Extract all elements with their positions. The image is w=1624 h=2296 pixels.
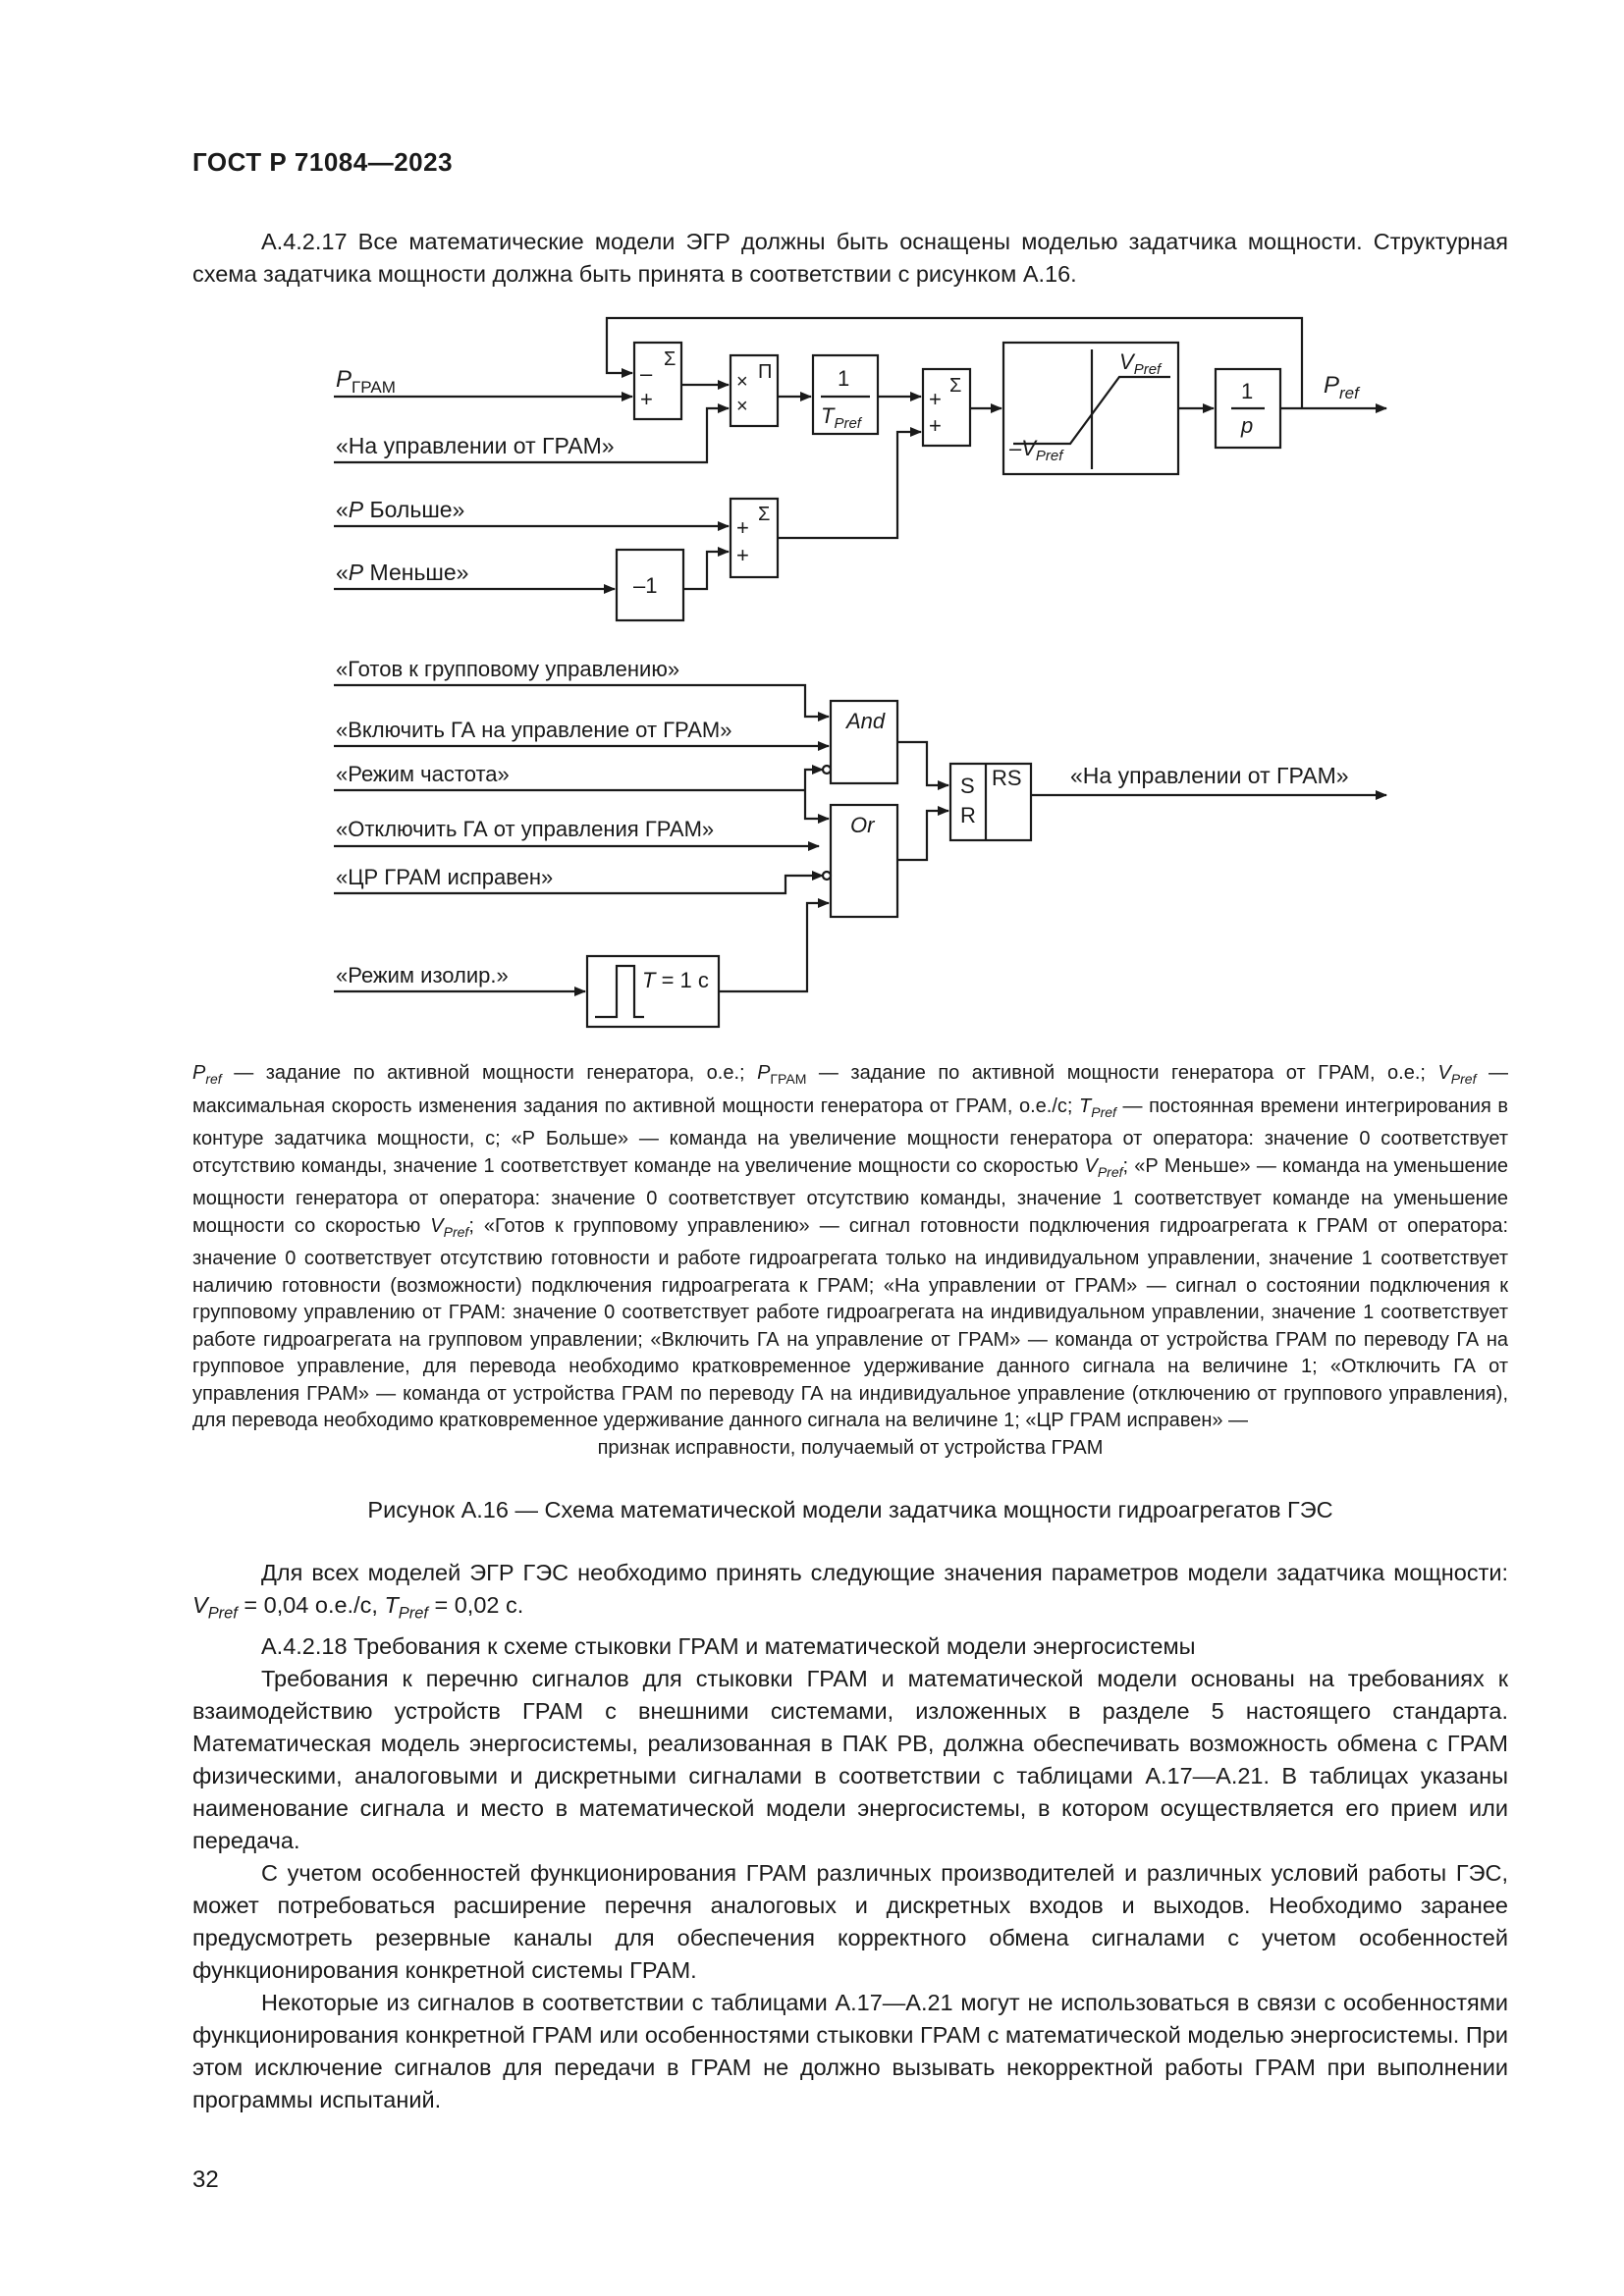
neg-vpref-label: $-V_{Pref}$: [1009, 436, 1063, 464]
pulse-timer-shape: [595, 966, 644, 1017]
rs-r-label: R: [960, 803, 976, 828]
sum1-plus: +: [640, 387, 653, 411]
sum1-sigma: Σ: [664, 348, 677, 370]
and-inverter: [823, 766, 831, 774]
freq-to-and: [805, 770, 823, 790]
freq-mode-label: «Режим частота»: [336, 762, 510, 786]
product-times-1: ×: [736, 371, 748, 393]
or-to-r-line: [897, 811, 948, 860]
body-paragraph-5: Некоторые из сигналов в соответствии с таблицами А.17—А.21 могут не использоваться в связи с особенностями функционирования конкретной ГРАМ или особенностями стыковки ГРАМ с математической моделью энергосистемы. При этом исключение сигналов для передачи в ГРАМ не должно вызывать некорректной работы ГРАМ при выполнении программы испытаний.: [192, 1989, 1508, 2112]
freq-to-or: [805, 790, 829, 819]
intro-text: А.4.2.17 Все математические модели ЭГР должны быть оснащены моделью задатчика мощности. Структурная схема задатчика мощности должна быть принята в соответствии с рисунком А.16.: [192, 229, 1508, 287]
vpref-label: $V_{Pref}$: [1119, 349, 1162, 378]
product-pi: Π: [758, 361, 773, 383]
isol-mode-label: «Режим изолир.»: [336, 963, 509, 988]
p-more-label: «P Больше»: [336, 497, 465, 522]
on-control-output-label: «На управлении от ГРАМ»: [1070, 763, 1349, 788]
product-times-2: ×: [736, 396, 748, 417]
sum3-sigma: Σ: [758, 504, 771, 525]
enable-ga-label: «Включить ГА на управление от ГРАМ»: [336, 718, 732, 742]
sum3-plus-2: +: [736, 543, 749, 567]
tpref-numerator: 1: [838, 366, 850, 391]
integrator-numerator: 1: [1241, 379, 1254, 403]
p-gram-label: $P_{ГРАМ}$: [336, 366, 396, 397]
ready-group-label: «Готов к групповому управлению»: [336, 657, 680, 681]
timer-to-or: [719, 903, 829, 991]
sum3-plus-1: +: [736, 515, 749, 540]
and-to-s-line: [897, 742, 948, 785]
rs-s-label: S: [960, 774, 975, 798]
sum2-sigma: Σ: [949, 375, 962, 397]
sum2-plus-2: +: [929, 413, 942, 438]
body-paragraph-4: С учетом особенностей функционирования ГРАМ различных производителей и различных условий работы ГЭС, может потребоваться расширение перечня аналоговых и дискретных входов и выходов. Необходимо заранее предусмотреть резервные каналы для обеспечения корректного обмена сигналами с учетом особенностей функционирования конкретной системы ГРАМ.: [192, 1859, 1508, 1983]
legend-text: $P_{ref}$ — задание по активной мощности генератора, о.е.; $P_{ГРАМ}$ — задание по активной мощности генератора от ГРАМ, о.е.; $V_{Pref}$ — максимальная скорость изменения задания по активной мощности генератора от ГРАМ, о.е./с; $T_{Pref}$ — постоянная времени интегрирования в контуре задатчика мощности, с; «Р Больше» — команда на увеличение мощности генератора от оператора: значение 0 соответствует отсутствию команды, значение 1 соответствует команде на увеличение мощности со скоростью $V_{Pref}$; «Р Меньше» — команда на уменьшение мощности генератора от оператора: значение 0 соответствует отсутствию команды, значение 1 соответствует команде на уменьшение мощности со скоростью $V_{Pref}$; «Готов к групповому управлению» — сигнал готовности подключения гидроагрегата к ГРАМ от оператора: значение 0 соответствует отсутствию готовности и работе гидроагрегата только на индивидуальном управлении, значение 1 соответствует наличию готовности (возможности) подключения гидроагрегата к ГРАМ; «На управлении от ГРАМ» — сигнал о состоянии подключения к групповому управлению от ГРАМ: значение 0 соответствует работе гидроагрегата на индивидуальном управлении, значение 1 соответствует работе гидроагрегата на групповом управлении; «Включить ГА на управление от ГРАМ» — команда от устройства ГРАМ по переводу ГА на групповое управление, для перевода необходимо кратковременное удерживание данного сигнала на величине 1; «Отключить ГА от управления ГРАМ» — команда от устройства ГРАМ по переводу ГА на индивидуальное управление (отключению от группового управления), для перевода необходимо кратковременное удерживание данного сигнала на величине 1; «ЦР ГРАМ исправен» —: [192, 1062, 1509, 1431]
on-control-label: «На управлении от ГРАМ»: [336, 433, 615, 458]
body-paragraph-3: Требования к перечню сигналов для стыковки ГРАМ и математической модели основаны на требованиях к взаимодействию устройств ГРАМ с внешними системами, изложенных в разделе 5 настоящего стандарта. Математическая модель энергосистемы, реализованная в ПАК РВ, должна обеспечивать возможность обмена с ГРАМ физическими, аналоговыми и дискретными сигналами в соответствии с таблицами А.17—А.21. В таблицах указаны наименование сигнала и место в математической модели энергосистемы, в котором осуществляется его прием или передача.: [192, 1665, 1508, 1853]
cr-ok-label: «ЦР ГРАМ исправен»: [336, 865, 554, 889]
integrator-denominator: p: [1241, 413, 1254, 438]
or-inverter: [823, 872, 831, 880]
disable-ga-label: «Отключить ГА от управления ГРАМ»: [336, 817, 715, 841]
body-paragraph-1: Для всех моделей ЭГР ГЭС необходимо принять следующие значения параметров модели задатчика мощности: $V_{Pref} = 0,04$ о.е./с, $T_{Pref} = 0,02$ с.: [192, 1560, 1508, 1623]
negate-text: –1: [633, 573, 658, 598]
tpref-denominator: $T_{Pref}$: [821, 403, 861, 432]
body-paragraph-2: А.4.2.18 Требования к схеме стыковки ГРАМ и математической модели энергосистемы: [261, 1632, 1196, 1659]
sum2-plus-1: +: [929, 387, 942, 411]
page-number: 32: [192, 2166, 219, 2193]
legend-last-line: признак исправности, получаемый от устройства ГРАМ: [597, 1436, 1104, 1459]
document-header: ГОСТ Р 71084—2023: [192, 147, 454, 177]
sum1-minus: –: [640, 361, 653, 386]
block-diagram: [0, 0, 1624, 1060]
and-label: And: [846, 709, 886, 733]
p-less-label: «P Меньше»: [336, 560, 469, 585]
pref-output-label: $P_{ref}$: [1324, 372, 1359, 402]
rs-title: RS: [992, 766, 1022, 790]
pulse-timer-label: T = 1 с: [642, 968, 709, 992]
sum3-out-line: [778, 432, 921, 538]
or-label: Or: [850, 813, 875, 837]
body-text: [192, 1557, 1508, 2116]
ready-group-line: [334, 685, 829, 717]
negate-out-line: [683, 552, 729, 589]
figure-caption: Рисунок А.16 — Схема математической модели задатчика мощности гидроагрегатов ГЭС: [367, 1497, 1333, 1522]
figure-legend: [192, 1060, 1508, 1462]
